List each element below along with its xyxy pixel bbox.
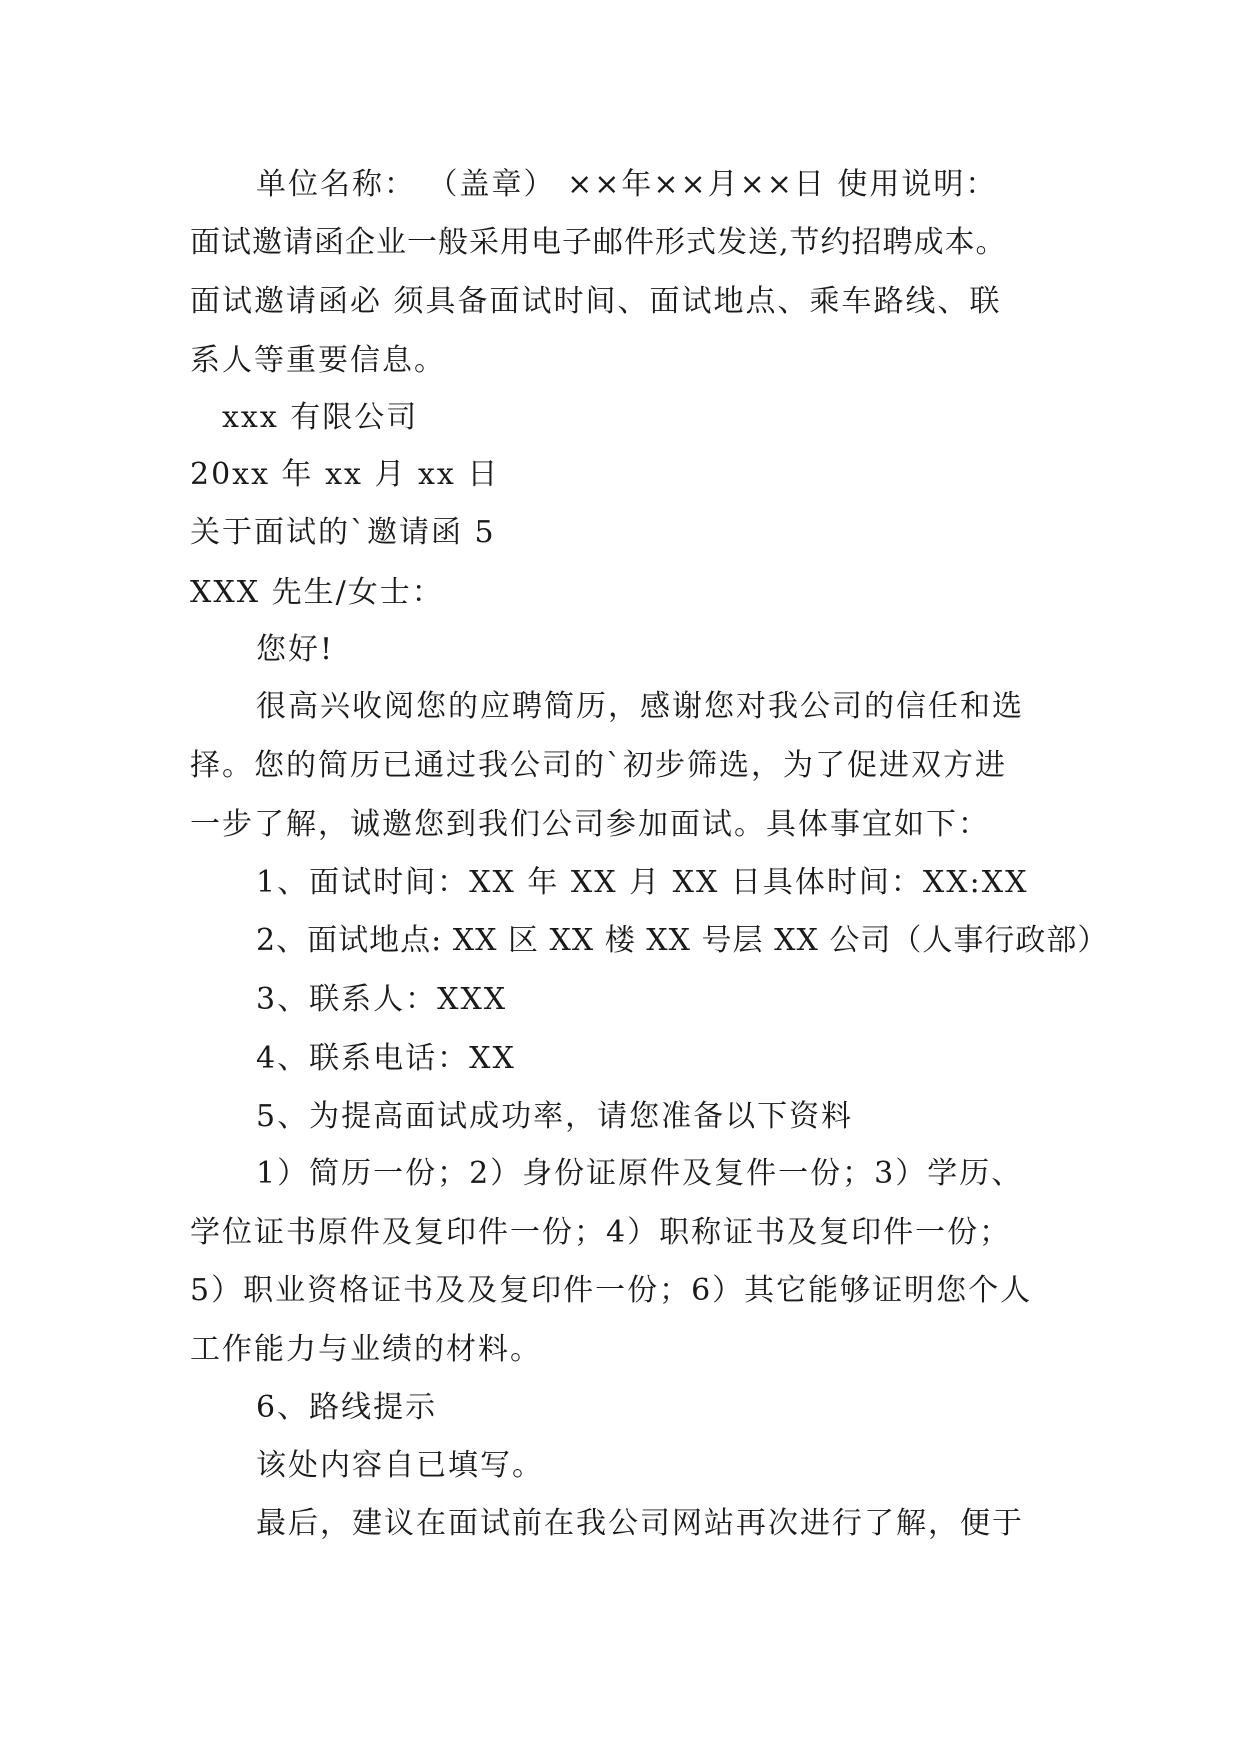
usage-note-line-2: 面试邀请函必 须具备面试时间、面试地点、乘车路线、联 [190,284,1002,319]
item-interview-time: 1、面试时间：XX 年 XX 月 XX 日具体时间：XX:XX [256,865,1029,900]
intro-paragraph-line-3: 一步了解，诚邀您到我们公司参加面试。具体事宜如下： [190,807,990,842]
intro-paragraph-line-1: 很高兴收阅您的应聘简历，感谢您对我公司的信任和选 [256,689,1024,724]
item-materials-heading: 5、为提高面试成功率，请您准备以下资料 [256,1099,854,1134]
seal-date-usage-line: 单位名称： （盖章） ××年××月××日 使用说明： [256,167,998,202]
route-hint-content: 该处内容自已填写。 [256,1448,544,1483]
materials-line-2: 学位证书原件及复印件一份；4）职称证书及复印件一份； [190,1215,1012,1250]
materials-line-4: 工作能力与业绩的材料。 [190,1332,542,1367]
greeting: 您好! [256,632,335,667]
letter-date: 20xx 年 xx 月 xx 日 [190,457,500,492]
item-interview-location: 2、面试地点: XX 区 XX 楼 XX 号层 XX 公司（人事行政部） [256,923,1109,958]
usage-note-line-3: 系人等重要信息。 [190,343,446,378]
salutation: XXX 先生/女士： [190,575,444,610]
intro-paragraph-line-2: 择。您的简历已通过我公司的`初步筛选，为了促进双方进 [190,748,1007,783]
usage-note-line-1: 面试邀请函企业一般采用电子邮件形式发送,节约招聘成本。 [190,225,1007,260]
item-contact-person: 3、联系人：XXX [256,982,508,1017]
company-name: xxx 有限公司 [222,400,419,435]
closing-paragraph-line-1: 最后，建议在面试前在我公司网站再次进行了解，便于 [256,1506,1024,1541]
item-route-hint: 6、路线提示 [256,1390,438,1425]
section-title: 关于面试的`邀请函 5 [190,515,496,550]
materials-line-1: 1）简历一份；2）身份证原件及复件一份；3）学历、 [256,1156,1024,1191]
item-contact-phone: 4、联系电话：XX [256,1041,516,1076]
materials-line-3: 5）职业资格证书及及复印件一份；6）其它能够证明您个人 [190,1273,1033,1308]
